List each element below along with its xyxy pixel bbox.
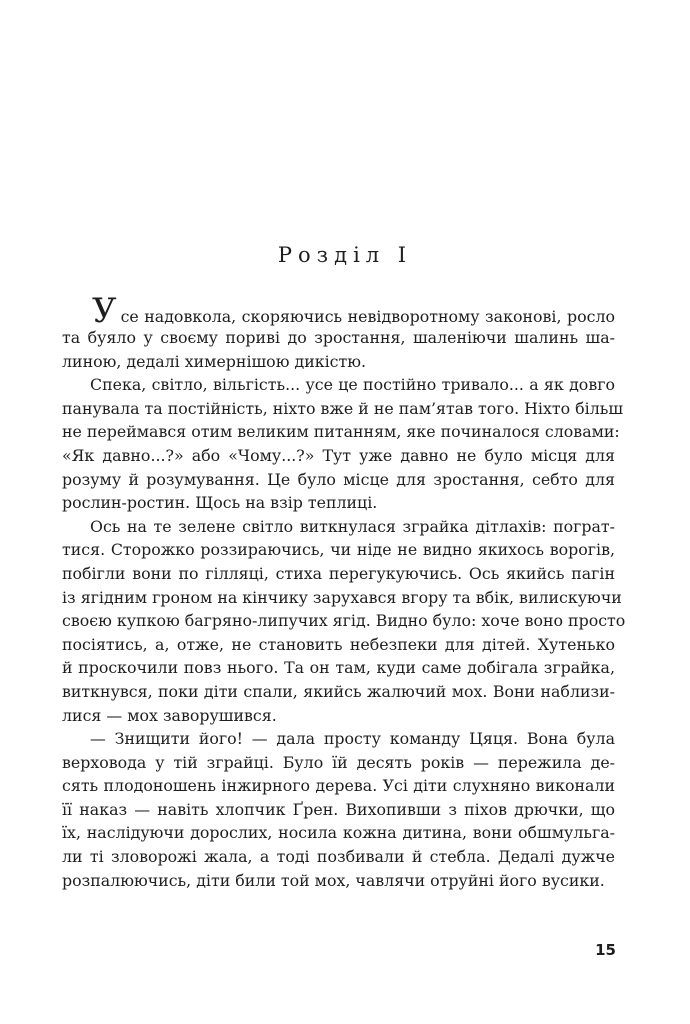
text-line: сять плодоношень інжирного дерева. Усі діти слухняно виконали bbox=[62, 776, 615, 796]
text-line: розпалюючись, діти били той мох, чавлячи отруйні його вусики. bbox=[62, 870, 605, 890]
text-line: її наказ — навіть хлопчик Ґрен. Вихопивши з піхов дрючки, що bbox=[62, 799, 615, 819]
text-line: лися — мох заворушився. bbox=[62, 705, 277, 725]
text-line: посіятись, а, отже, не становить небезпеки для дітей. Хутенько bbox=[62, 634, 615, 654]
text-line: верховода у тій зграйці. Було їй десять років — пережила де- bbox=[62, 752, 615, 772]
text-line: розуму й розумування. Це було місце для зростання, себто для bbox=[62, 469, 615, 489]
text-line: своєю купкою багряно-липучих ягід. Видно було: хоче воно просто bbox=[62, 611, 626, 631]
text-line: рослин-ростин. Щось на взір теплиці. bbox=[62, 493, 378, 513]
text-line: тися. Сторожко роззираючись, чи ніде не видно якихось ворогів, bbox=[62, 540, 615, 560]
text-line: ли ті зловорожі жала, а тоді позбивали й стебла. Дедалі дужче bbox=[62, 847, 615, 867]
text-line: линою, дедалі химернішою дикістю. bbox=[62, 351, 367, 371]
chapter-title: Розділ I bbox=[277, 243, 413, 267]
text-line: Усе надовкола, скоряючись невідворотному законові, росло bbox=[62, 296, 615, 326]
text-line: Спека, світло, вільгість... усе це постійно тривало... а як довго bbox=[90, 375, 615, 395]
text-line: побігли вони по гілляці, стиха перегукуючись. Ось якийсь пагін bbox=[62, 563, 615, 583]
page-number: 15 bbox=[595, 941, 616, 959]
text-line: виткнувся, поки діти спали, якийсь жалючий мох. Вони наблизи- bbox=[62, 681, 615, 701]
text-line: й проскочили повз нього. Та он там, куди саме добігала зграйка, bbox=[62, 658, 615, 678]
text-line: Ось на те зелене світло виткнулася зграйка дітлахів: пограт- bbox=[90, 516, 615, 536]
text-line: та буяло у своєму пориві до зростання, шаленіючи шалинь ша- bbox=[62, 328, 615, 347]
text-line: їх, наслідуючи дорослих, носила кожна дитина, вони обшмульга- bbox=[62, 823, 615, 843]
text-line: — Знищити його! — дала просту команду Цяця. Вона була bbox=[90, 729, 615, 749]
chapter-body-text bbox=[62, 291, 626, 892]
text-line: не переймався отим великим питанням, яке починалося словами: bbox=[62, 422, 620, 442]
text-line: «Як давно...?» або «Чому...?» Тут уже давно не було місця для bbox=[62, 445, 615, 465]
text-line: із ягідним гроном на кінчику зарухався вгору та вбік, вилискуючи bbox=[62, 587, 622, 607]
text-line: панувала та постійність, ніхто вже й не пам’ятав того. Ніхто більш bbox=[62, 398, 624, 418]
drop-cap: У bbox=[92, 291, 117, 331]
